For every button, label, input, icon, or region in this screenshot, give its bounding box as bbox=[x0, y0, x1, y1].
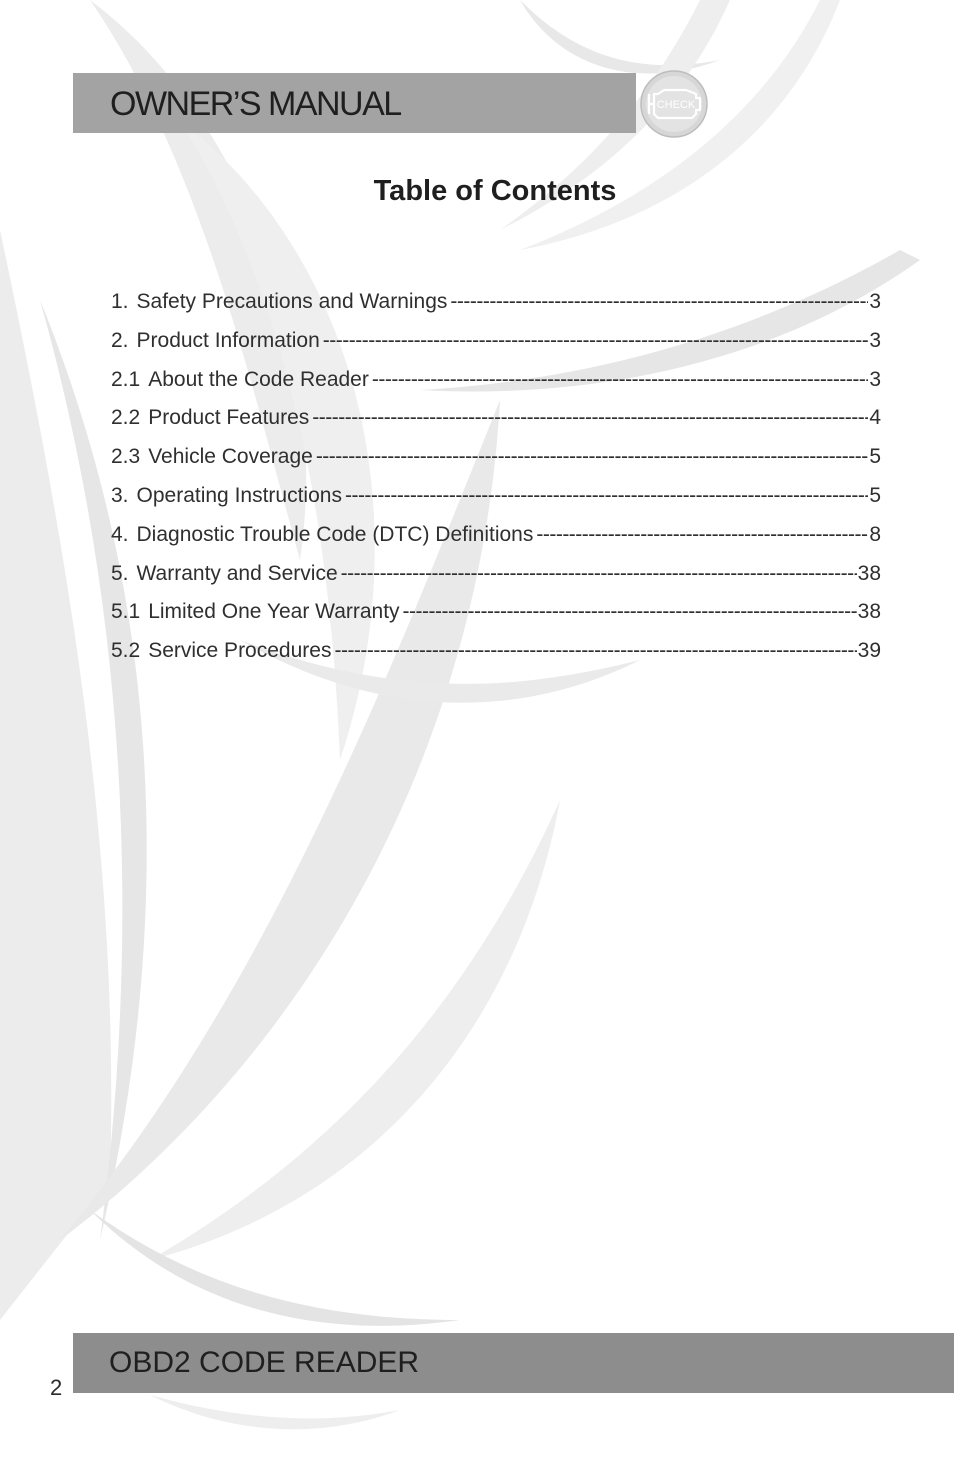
check-engine-icon bbox=[640, 70, 708, 138]
toc-entry-label: Safety Precautions and Warnings bbox=[136, 290, 448, 313]
toc-leader bbox=[341, 562, 857, 586]
toc-list bbox=[111, 290, 881, 678]
toc-leader bbox=[450, 290, 868, 314]
toc-entry-page: 5 bbox=[869, 445, 881, 469]
header-bar bbox=[73, 73, 636, 133]
toc-entry-label: Diagnostic Trouble Code (DTC) Definitions bbox=[136, 522, 534, 546]
toc-entry[interactable] bbox=[111, 600, 881, 639]
toc-entry-number: 3. bbox=[111, 483, 129, 507]
check-badge-text: CHECK bbox=[656, 99, 696, 111]
toc-entry-page: 8 bbox=[869, 522, 881, 546]
toc-leader bbox=[372, 368, 868, 392]
toc-entry-page: 39 bbox=[857, 639, 881, 663]
toc-leader bbox=[323, 329, 869, 353]
toc-entry-number: 2.1 bbox=[111, 367, 141, 391]
toc-entry[interactable] bbox=[111, 484, 881, 523]
toc-entry-page: 38 bbox=[857, 561, 881, 585]
toc-entry-number: 2. bbox=[111, 328, 129, 352]
toc-entry-page: 3 bbox=[869, 290, 881, 313]
toc-entry-label: Product Features bbox=[148, 406, 310, 430]
toc-entry-label: Warranty and Service bbox=[136, 561, 338, 585]
toc-entry-number: 2.3 bbox=[111, 445, 141, 469]
toc-entry-page: 38 bbox=[857, 600, 881, 624]
toc-title: Table of Contents bbox=[373, 175, 617, 207]
page-number: 2 bbox=[50, 1375, 63, 1400]
toc-leader bbox=[316, 445, 869, 469]
toc-entry[interactable] bbox=[111, 406, 881, 445]
toc-entry-page: 5 bbox=[869, 483, 881, 507]
toc-entry-page: 4 bbox=[869, 406, 881, 430]
toc-entry-number: 5. bbox=[111, 561, 129, 585]
toc-entry-number: 4. bbox=[111, 522, 129, 546]
toc-entry-label: Limited One Year Warranty bbox=[148, 600, 400, 624]
toc-entry-label: About the Code Reader bbox=[148, 367, 369, 391]
toc-leader bbox=[334, 639, 856, 663]
product-title: OBD2 CODE READER bbox=[109, 1346, 420, 1379]
toc-leader bbox=[345, 484, 868, 508]
toc-entry-number: 1. bbox=[111, 290, 129, 313]
toc-leader bbox=[403, 600, 857, 624]
footer-bar bbox=[73, 1333, 954, 1393]
toc-entry[interactable] bbox=[111, 523, 881, 562]
toc-entry-label: Product Information bbox=[136, 328, 320, 352]
toc-entry[interactable] bbox=[111, 562, 881, 601]
toc-entry-label: Service Procedures bbox=[148, 639, 332, 663]
toc-entry-page: 3 bbox=[869, 328, 881, 352]
toc-entry-label: Operating Instructions bbox=[136, 483, 342, 507]
toc-entry[interactable] bbox=[111, 368, 881, 407]
manual-title: OWNER’S MANUAL bbox=[110, 85, 401, 123]
toc-entry-number: 5.1 bbox=[111, 600, 141, 624]
toc-entry[interactable] bbox=[111, 639, 881, 678]
toc-entry-page: 3 bbox=[869, 367, 881, 391]
toc-leader bbox=[312, 406, 868, 430]
toc-entry-number: 2.2 bbox=[111, 406, 141, 430]
toc-leader bbox=[536, 523, 868, 547]
toc-entry[interactable] bbox=[111, 445, 881, 484]
toc-entry[interactable] bbox=[111, 329, 881, 368]
toc-entry[interactable] bbox=[111, 290, 881, 329]
toc-entry-label: Vehicle Coverage bbox=[148, 445, 313, 469]
toc-entry-number: 5.2 bbox=[111, 639, 141, 663]
